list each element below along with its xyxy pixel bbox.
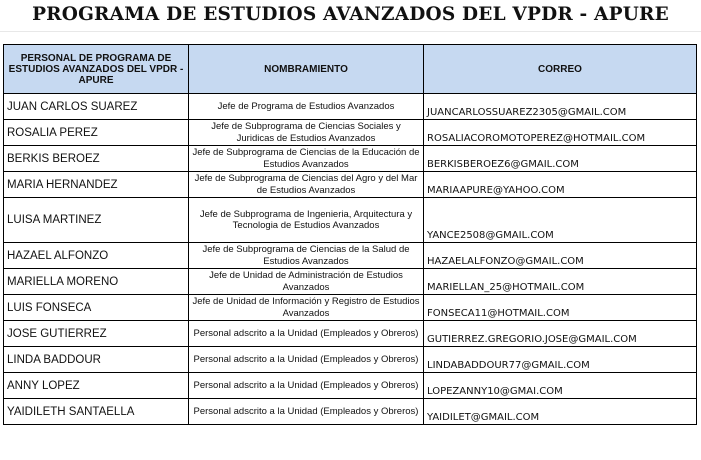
staff-role: Jefe de Subprograma de Ingenieria, Arquitectura y Tecnologia de Estudios Avanzados bbox=[189, 198, 424, 243]
staff-name: MARIELLA MORENO bbox=[4, 269, 189, 295]
staff-email: BERKISBEROEZ6@GMAIL.COM bbox=[424, 146, 697, 172]
table-row bbox=[4, 120, 697, 146]
header-correo: CORREO bbox=[424, 45, 697, 94]
staff-name: BERKIS BEROEZ bbox=[4, 146, 189, 172]
header-nombramiento: NOMBRAMIENTO bbox=[189, 45, 424, 94]
table-row bbox=[4, 269, 697, 295]
staff-table bbox=[3, 44, 697, 425]
staff-email: JUANCARLOSSUAREZ2305@GMAIL.COM bbox=[424, 94, 697, 120]
staff-role: Jefe de Unidad de Información y Registro de Estudios Avanzados bbox=[189, 295, 424, 321]
staff-role: Jefe de Subprograma de Ciencias Sociales y Juridicas de Estudios Avanzados bbox=[189, 120, 424, 146]
staff-name: LINDA BADDOUR bbox=[4, 347, 189, 373]
staff-role: Jefe de Programa de Estudios Avanzados bbox=[189, 94, 424, 120]
staff-email: HAZAELALFONZO@GMAIL.COM bbox=[424, 243, 697, 269]
staff-email: MARIELLAN_25@HOTMAIL.COM bbox=[424, 269, 697, 295]
staff-role: Jefe de Subprograma de Ciencias de la Salud de Estudios Avanzados bbox=[189, 243, 424, 269]
staff-name: LUIS FONSECA bbox=[4, 295, 189, 321]
staff-email: ROSALIACOROMOTOPEREZ@HOTMAIL.COM bbox=[424, 120, 697, 146]
table-row bbox=[4, 295, 697, 321]
table-row bbox=[4, 243, 697, 269]
table-row bbox=[4, 94, 697, 120]
table-row bbox=[4, 347, 697, 373]
staff-name: ROSALIA PEREZ bbox=[4, 120, 189, 146]
table-row bbox=[4, 321, 697, 347]
staff-role: Personal adscrito a la Unidad (Empleados y Obreros) bbox=[189, 347, 424, 373]
table-row bbox=[4, 172, 697, 198]
staff-name: JOSE GUTIERREZ bbox=[4, 321, 189, 347]
staff-name: HAZAEL ALFONZO bbox=[4, 243, 189, 269]
table-row bbox=[4, 146, 697, 172]
staff-name: YAIDILETH SANTAELLA bbox=[4, 399, 189, 425]
staff-name: MARIA HERNANDEZ bbox=[4, 172, 189, 198]
staff-role: Jefe de Subprograma de Ciencias del Agro y del Mar de Estudios Avanzados bbox=[189, 172, 424, 198]
staff-email: YAIDILET@GMAIL.COM bbox=[424, 399, 697, 425]
page-title: PROGRAMA DE ESTUDIOS AVANZADOS DEL VPDR - APURE bbox=[32, 4, 669, 25]
table-row bbox=[4, 399, 697, 425]
staff-role: Jefe de Unidad de Administración de Estudios Avanzados bbox=[189, 269, 424, 295]
staff-email: LOPEZANNY10@GMAI.COM bbox=[424, 373, 697, 399]
table-header-row bbox=[4, 45, 697, 94]
staff-role: Jefe de Subprograma de Ciencias de la Educación de Estudios Avanzados bbox=[189, 146, 424, 172]
staff-email: YANCE2508@GMAIL.COM bbox=[424, 198, 697, 243]
staff-name: ANNY LOPEZ bbox=[4, 373, 189, 399]
staff-email: FONSECA11@HOTMAIL.COM bbox=[424, 295, 697, 321]
staff-email: MARIAAPURE@YAHOO.COM bbox=[424, 172, 697, 198]
staff-name: LUISA MARTINEZ bbox=[4, 198, 189, 243]
staff-email: LINDABADDOUR77@GMAIL.COM bbox=[424, 347, 697, 373]
staff-role: Personal adscrito a la Unidad (Empleados y Obreros) bbox=[189, 399, 424, 425]
staff-role: Personal adscrito a la Unidad (Empleados y Obreros) bbox=[189, 373, 424, 399]
staff-email: GUTIERREZ.GREGORIO.JOSE@GMAIL.COM bbox=[424, 321, 697, 347]
staff-name: JUAN CARLOS SUAREZ bbox=[4, 94, 189, 120]
table-row bbox=[4, 198, 697, 243]
table-row bbox=[4, 373, 697, 399]
title-divider bbox=[0, 31, 701, 32]
header-personal: PERSONAL DE PROGRAMA DE ESTUDIOS AVANZADOS DEL VPDR - APURE bbox=[4, 45, 189, 94]
staff-role: Personal adscrito a la Unidad (Empleados y Obreros) bbox=[189, 321, 424, 347]
